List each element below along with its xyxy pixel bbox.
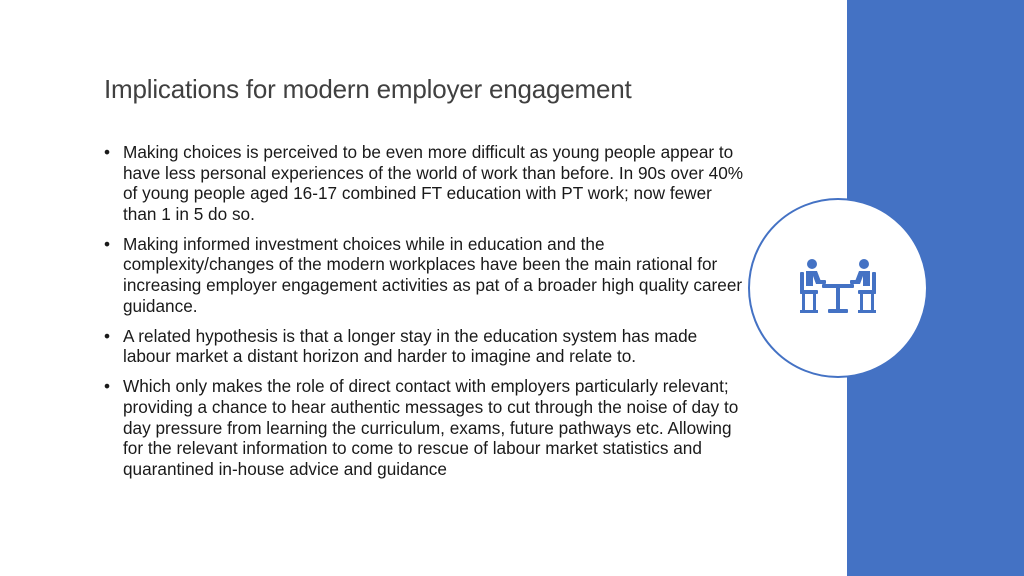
bullet-item (104, 376, 744, 479)
bullet-marker: • (104, 325, 111, 346)
bullet-item (104, 326, 744, 367)
bullet-text: A related hypothesis is that a longer stay in the education system has made labour market a distant horizon and harder to imagine and relate to. (123, 325, 698, 367)
bullet-marker: • (104, 233, 111, 254)
bullet-marker: • (104, 376, 111, 397)
icon-circle (748, 198, 928, 378)
bullet-text: Making informed investment choices while in education and the complexity/changes of the modern workplaces have been the main rational for increasing employer engagement activities as pat of a broader high quality career guidance. (123, 233, 743, 316)
bullet-text: Which only makes the role of direct contact with employers particularly relevant; providing a chance to hear authentic messages to cut through the noise of day to day pressure from learning the curriculum, exams, future pathways etc. Allowing for the relevant information to come to rescue of labour market statistics and quarantined in-house advice and guidance (123, 376, 739, 479)
meeting-table-icon (798, 258, 878, 318)
bullet-text: Making choices is perceived to be even more difficult as young people appear to have less personal experiences of the world of work than before. In 90s over 40% of young people aged 16-17 combined FT education with PT work; now fewer than 1 in 5 do so. (123, 142, 744, 224)
slide-title: Implications for modern employer engagement (104, 74, 632, 104)
bullet-marker: • (104, 142, 111, 162)
bullet-list (104, 142, 744, 489)
bullet-item (104, 142, 744, 224)
bullet-item (104, 234, 744, 316)
